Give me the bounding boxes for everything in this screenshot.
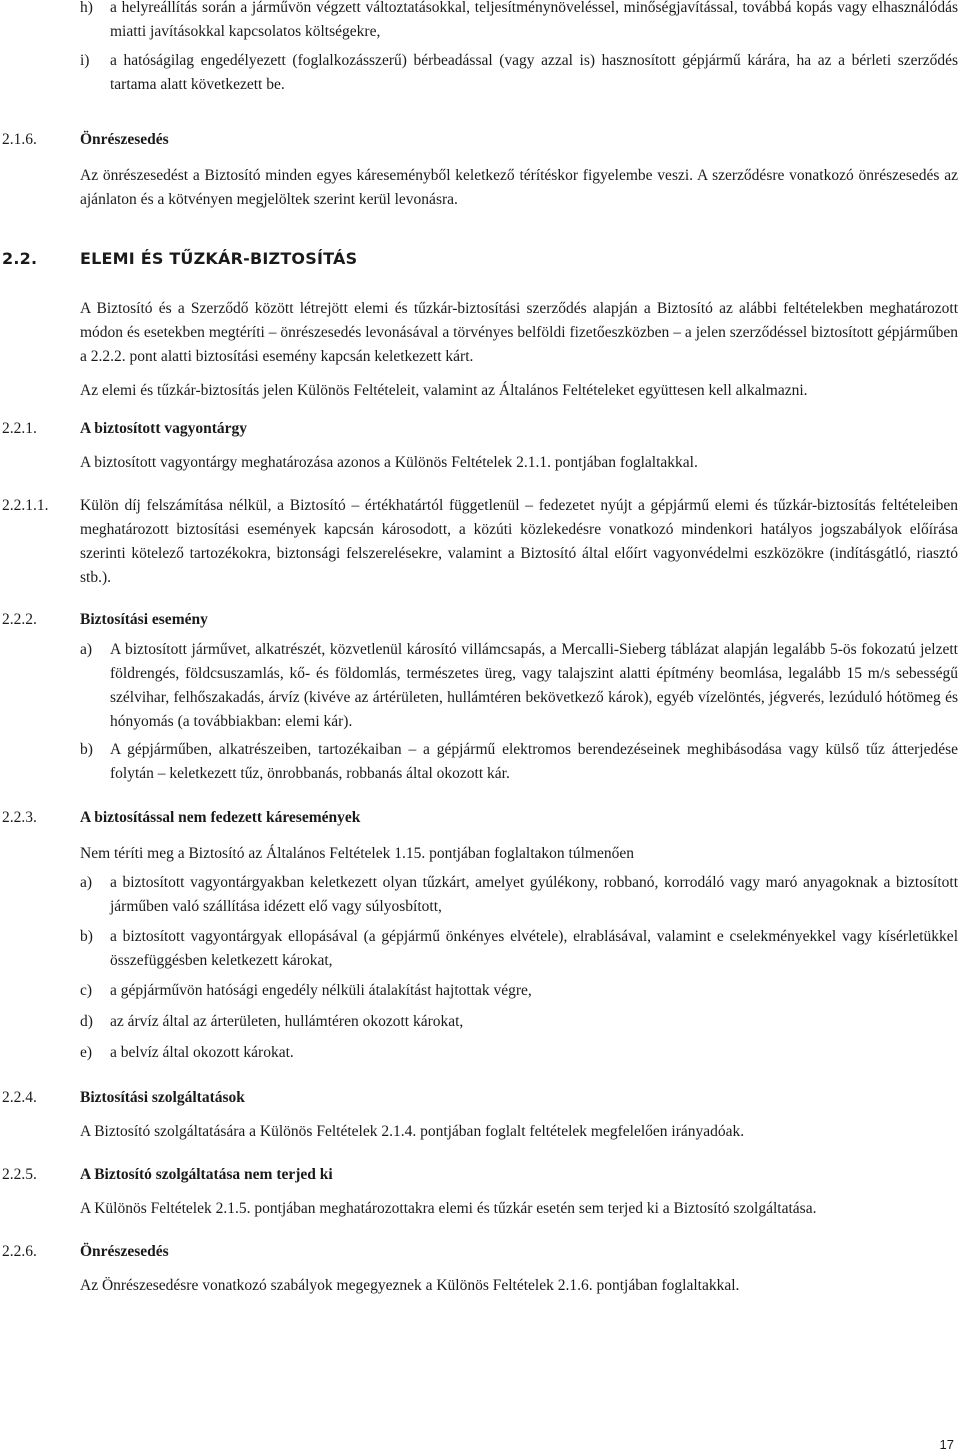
section-number: 2.2.6. [2, 1243, 37, 1260]
section-2-2-2 [0, 608, 958, 632]
list-text: az árvíz által az árterületen, hullámtéren okozott károkat, [110, 1013, 464, 1030]
section-2-2-6 [0, 1240, 958, 1298]
section-number: 2.2.3. [2, 809, 37, 826]
list-item [80, 925, 958, 973]
list-item [80, 871, 958, 919]
section-title: Önrészesedés [80, 131, 169, 148]
section-text: A Biztosító szolgáltatására a Különös Feltételek 2.1.4. pontjában foglalt feltételek megfelelően irányadóak. [80, 1123, 745, 1140]
section-title: Biztosítási esemény [80, 611, 208, 628]
section-text: Az Önrészesedésre vonatkozó szabályok megegyeznek a Különös Feltételek 2.1.6. pontjában foglaltakkal. [80, 1277, 740, 1294]
list-label: a) [80, 874, 93, 891]
list-item [80, 1010, 958, 1034]
section-paragraph: Az elemi és tűzkár-biztosítás jelen Különös Feltételeit, valamint az Általános Feltételeket együttesen kell alkalmazni. [80, 382, 808, 399]
list-text: a helyreállítás során a járművön végzett változtatásokkal, teljesítménynöveléssel, minőségjavítással, továbbá kopás vagy elhasználódás miatti javításokkal kapcsolatos költségekre, [110, 0, 958, 40]
list-label: i) [80, 52, 90, 69]
section-2-2-3 [0, 806, 958, 866]
list-item [80, 738, 958, 786]
list-item [80, 979, 958, 1003]
section-text: A Különös Feltételek 2.1.5. pontjában meghatározottakra elemi és tűzkár esetén sem terjed ki a Biztosító szolgáltatása. [80, 1200, 817, 1217]
list-text: A biztosított járművet, alkatrészét, közvetlenül károsító villámcsapás, a Mercalli-Sieberg táblázat alapján legalább 5-ös fokozatú jelzett földrengés, földcsuszamlás, kő- és földomlás, természetes üreg, vagy talajszint alatti építmény beomlása, legalább 15 m/s sebességű szélvihar, felhőszakadás, árvíz (kivéve az ártérületen, hullámtéren bekövetkező károk), egyéb vízelöntés, jégverés, lezúduló hótömeg és hónyomás (a továbbiakban: elemi kár). [110, 641, 958, 730]
list-text: a biztosított vagyontárgyak ellopásával (a gépjármű önkényes elvétele), elrablásával, valamint e cselekményekkel vagy kísérletükkel összefüggésben keletkezett károkat, [110, 928, 958, 969]
page-number: 17 [939, 1437, 954, 1452]
section-2-2 [0, 247, 958, 403]
list-item [80, 638, 958, 734]
list-item-h [80, 0, 958, 44]
list-label: c) [80, 982, 93, 999]
section-2-2-4 [0, 1086, 958, 1144]
section-title: Biztosítási szolgáltatások [80, 1089, 245, 1106]
list-label: d) [80, 1013, 93, 1030]
section-2-2-1 [0, 417, 958, 475]
section-title: ELEMI ÉS TŰZKÁR-BIZTOSÍTÁS [80, 249, 358, 268]
section-number: 2.2.2. [2, 611, 37, 628]
section-number: 2.2.4. [2, 1089, 37, 1106]
section-number: 2.1.6. [2, 131, 37, 148]
list-label: b) [80, 928, 93, 945]
list-label: a) [80, 641, 93, 658]
section-number: 2.2.1.1. [2, 497, 49, 514]
section-2-2-1-1 [0, 494, 958, 590]
list-label: e) [80, 1044, 93, 1061]
list-text: a biztosított vagyontárgyakban keletkezett olyan tűzkárt, amelyet gyúlékony, robbanó, korrodáló vagy maró anyagoknak a biztosított járműben való szállítása idézett elő vagy súlyosbított, [110, 874, 958, 915]
list-item [80, 1041, 958, 1065]
section-title: Önrészesedés [80, 1243, 169, 1260]
section-2-1-6 [0, 128, 958, 212]
section-number: 2.2.5. [2, 1166, 37, 1183]
list-text: a gépjárművön hatósági engedély nélküli átalakítást hajtottak végre, [110, 982, 532, 999]
list-item-i [80, 49, 958, 97]
list-text: a belvíz által okozott károkat. [110, 1044, 294, 1061]
section-paragraph: A Biztosító és a Szerződő között létrejött elemi és tűzkár-biztosítási szerződés alapján a Biztosító az alábbi feltételekben meghatározott módon és esetekben megtéríti – önrészesedés levonásával a törvényes belföldi fizetőeszközben – a jelen szerződéssel biztosított gépjárműben a 2.2.2. pont alatti biztosítási esemény kapcsán keletkezett kárt. [80, 300, 958, 365]
section-text: Külön díj felszámítása nélkül, a Biztosító – értékhatártól függetlenül – fedezetet nyújt a gépjármű elemi és tűzkár-biztosítás feltételeiben meghatározott biztosítási események kapcsán károsodott, a közúti közlekedésre vonatkozó mindenkori hatályos jogszabályok előírása szerinti kötelező tartozékokra, biztonsági felszerelésekre, valamint a Biztosító által előírt vagyonvédelmi eszközökre (indításgátló, riasztó stb.). [80, 497, 958, 586]
section-number: 2.2. [2, 249, 38, 268]
list-text: A gépjárműben, alkatrészeiben, tartozékaiban – a gépjármű elektromos berendezéseinek meghibásodása vagy külső tűz átterjedése folytán – keletkezett tűz, önrobbanás, robbanás által okozott kár. [110, 741, 958, 782]
section-title: A biztosított vagyontárgy [80, 420, 248, 437]
list-label: h) [80, 0, 93, 16]
section-2-2-5 [0, 1163, 958, 1221]
section-text: Az önrészesedést a Biztosító minden egyes káreseményből keletkező térítéskor figyelembe veszi. A szerződésre vonatkozó önrészesedés az ajánlaton és a kötvényen megjelöltek szerint kerül levonásra. [80, 167, 958, 208]
section-text: A biztosított vagyontárgy meghatározása azonos a Különös Feltételek 2.1.1. pontjában foglaltakkal. [80, 454, 698, 471]
section-intro: Nem téríti meg a Biztosító az Általános Feltételek 1.15. pontjában foglaltakon túlmenően [80, 845, 634, 862]
section-number: 2.2.1. [2, 420, 37, 437]
section-title: A biztosítással nem fedezett káresemények [80, 809, 361, 826]
section-title: A Biztosító szolgáltatása nem terjed ki [80, 1166, 333, 1183]
list-label: b) [80, 741, 93, 758]
list-text: a hatóságilag engedélyezett (foglalkozásszerű) bérbeadással (vagy azzal is) hasznosított gépjármű kárára, ha az a bérleti szerződés tartama alatt következett be. [110, 52, 958, 93]
